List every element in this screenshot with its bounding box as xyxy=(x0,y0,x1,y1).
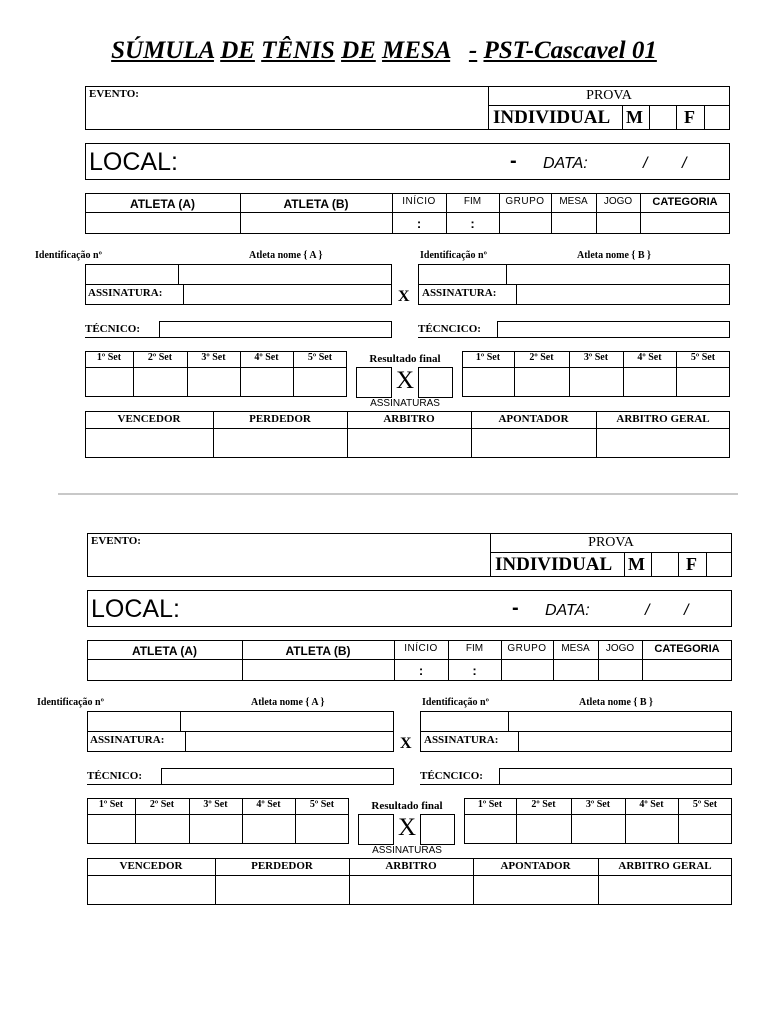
atleta-nome-b-label: Atleta nome { B } xyxy=(579,697,653,708)
grupo-input[interactable] xyxy=(500,213,550,233)
set-a-score-input[interactable] xyxy=(243,815,294,843)
evento-label: EVENTO: xyxy=(89,88,139,100)
set-b-header: 1º Set xyxy=(477,799,503,810)
tecnico-b-input[interactable] xyxy=(497,321,730,338)
set-b-header: 3º Set xyxy=(583,352,609,363)
categoria-header: CATEGORIA xyxy=(654,643,720,655)
result-b-input[interactable] xyxy=(418,367,453,398)
set-a-score-input[interactable] xyxy=(136,815,188,843)
f-checkbox[interactable] xyxy=(705,106,729,129)
athlete-a-id-input[interactable] xyxy=(88,712,179,730)
mesa-header: MESA xyxy=(559,196,588,207)
vencedor-header: VENCEDOR xyxy=(119,860,183,872)
assinaturas-label: ASSINATURAS xyxy=(372,845,442,856)
set-a-score-input[interactable] xyxy=(86,368,132,396)
assinatura-b-label: ASSINATURA: xyxy=(424,734,499,746)
arbitro-header: ARBITRO xyxy=(383,413,435,425)
date-separator: / xyxy=(682,155,687,172)
set-a-header: 5º Set xyxy=(309,799,335,810)
individual-label: INDIVIDUAL xyxy=(495,554,613,575)
title-dash: - xyxy=(468,37,478,64)
evento-field[interactable] xyxy=(85,86,489,130)
atleta-b-input[interactable] xyxy=(243,660,393,680)
fim-input[interactable] xyxy=(449,660,500,680)
identificacao-b-label: Identificação nº xyxy=(420,250,487,261)
identificacao-a-label: Identificação nº xyxy=(37,697,104,708)
grupo-header: GRUPO xyxy=(507,643,547,654)
set-a-header: 3º Set xyxy=(203,799,228,810)
set-b-score-input[interactable] xyxy=(677,368,729,396)
atleta-b-header: ATLETA (B) xyxy=(285,644,351,658)
arbitro-signature-input[interactable] xyxy=(350,876,472,904)
result-a-input[interactable] xyxy=(358,814,394,845)
tecnico-a-input[interactable] xyxy=(161,768,394,785)
versus-x: X xyxy=(400,735,412,752)
arbitro-geral-signature-input[interactable] xyxy=(599,876,731,904)
jogo-input[interactable] xyxy=(597,213,639,233)
set-a-score-input[interactable] xyxy=(88,815,134,843)
arbitro-header: ARBITRO xyxy=(385,860,437,872)
set-b-score-input[interactable] xyxy=(515,368,568,396)
inicio-input[interactable] xyxy=(393,213,445,233)
inicio-time-colon: : xyxy=(416,216,422,231)
athlete-b-id-input[interactable] xyxy=(419,265,505,283)
fim-header: FIM xyxy=(463,196,482,207)
set-a-header: 1º Set xyxy=(98,799,124,810)
data-label: DATA: xyxy=(545,602,590,619)
assinatura-b-label: ASSINATURA: xyxy=(422,287,497,299)
assinatura-a-label: ASSINATURA: xyxy=(90,734,165,746)
mesa-header: MESA xyxy=(561,643,590,654)
set-b-score-input[interactable] xyxy=(570,368,622,396)
inicio-header: INÍCIO xyxy=(404,643,438,654)
form-code: PST-Cascavel 01 xyxy=(483,37,657,64)
atleta-nome-a-label: Atleta nome { A } xyxy=(249,250,323,261)
local-dash: - xyxy=(510,150,517,172)
result-b-input[interactable] xyxy=(420,814,455,845)
grupo-header: GRUPO xyxy=(505,196,545,207)
perdedor-header: PERDEDOR xyxy=(251,860,313,872)
set-b-header: 1º Set xyxy=(475,352,501,363)
tecnico-a-label: TÉCNICO: xyxy=(87,770,143,782)
f-label: F xyxy=(684,107,695,127)
tecnico-b-label: TÉCNCICO: xyxy=(420,770,483,782)
set-b-header: 5º Set xyxy=(690,352,716,363)
atleta-a-input[interactable] xyxy=(88,660,241,680)
set-a-header: 4º Set xyxy=(256,799,281,810)
athlete-b-name-input[interactable] xyxy=(507,265,729,283)
mesa-input[interactable] xyxy=(552,213,595,233)
tecnico-a-input[interactable] xyxy=(159,321,392,338)
set-b-score-input[interactable] xyxy=(517,815,570,843)
inicio-header: INÍCIO xyxy=(402,196,436,207)
tecnico-a-label: TÉCNICO: xyxy=(85,323,141,335)
atleta-b-header: ATLETA (B) xyxy=(283,197,349,211)
title-word: DE xyxy=(220,37,255,64)
categoria-input[interactable] xyxy=(641,213,729,233)
local-dash: - xyxy=(512,597,519,619)
assinatura-a-input[interactable] xyxy=(184,285,391,304)
jogo-header: JOGO xyxy=(605,643,635,654)
local-label: LOCAL: xyxy=(89,148,178,176)
result-x: X xyxy=(395,367,415,394)
athlete-a-name-input[interactable] xyxy=(179,265,391,283)
atleta-a-header: ATLETA (A) xyxy=(131,644,198,658)
identificacao-b-label: Identificação nº xyxy=(422,697,489,708)
title-word: SÚMULA xyxy=(111,37,214,64)
grupo-input[interactable] xyxy=(502,660,552,680)
versus-x: X xyxy=(398,288,410,305)
f-checkbox[interactable] xyxy=(707,553,731,576)
set-a-header: 2º Set xyxy=(149,799,175,810)
set-b-header: 2º Set xyxy=(529,352,554,363)
local-label: LOCAL: xyxy=(91,595,180,623)
evento-label: EVENTO: xyxy=(91,535,141,547)
set-b-header: 4º Set xyxy=(639,799,664,810)
mesa-input[interactable] xyxy=(554,660,597,680)
tecnico-b-input[interactable] xyxy=(499,768,732,785)
assinatura-b-input[interactable] xyxy=(519,732,731,751)
inicio-time-colon: : xyxy=(418,663,424,678)
fim-time-colon: : xyxy=(470,216,475,231)
athlete-b-name-input[interactable] xyxy=(509,712,731,730)
date-separator: / xyxy=(643,155,648,172)
set-a-score-input[interactable] xyxy=(241,368,292,396)
set-a-score-input[interactable] xyxy=(190,815,241,843)
assinaturas-label: ASSINATURAS xyxy=(370,398,440,409)
jogo-input[interactable] xyxy=(599,660,641,680)
tecnico-b-label: TÉCNCICO: xyxy=(418,323,481,335)
set-b-score-input[interactable] xyxy=(572,815,624,843)
set-b-header: 2º Set xyxy=(531,799,556,810)
atleta-b-input[interactable] xyxy=(241,213,391,233)
assinatura-a-input[interactable] xyxy=(186,732,393,751)
arbitro-geral-header: ARBITRO GERAL xyxy=(618,860,712,872)
assinatura-a-label: ASSINATURA: xyxy=(88,287,163,299)
apontador-signature-input[interactable] xyxy=(474,876,597,904)
athlete-a-name-input[interactable] xyxy=(181,712,393,730)
jogo-header: JOGO xyxy=(603,196,633,207)
set-a-score-input[interactable] xyxy=(296,815,348,843)
fim-input[interactable] xyxy=(447,213,498,233)
prova-label: PROVA xyxy=(586,88,632,103)
apontador-header: APONTADOR xyxy=(498,413,569,425)
set-a-score-input[interactable] xyxy=(188,368,239,396)
local-field[interactable] xyxy=(87,590,732,627)
arbitro-geral-header: ARBITRO GERAL xyxy=(616,413,710,425)
apontador-header: APONTADOR xyxy=(500,860,571,872)
score-sheet-top xyxy=(0,0,768,470)
data-label: DATA: xyxy=(543,155,588,172)
athlete-b-id-input[interactable] xyxy=(421,712,507,730)
result-a-input[interactable] xyxy=(356,367,392,398)
identificacao-a-label: Identificação nº xyxy=(35,250,102,261)
resultado-final-label: Resultado final xyxy=(371,800,443,812)
set-b-score-input[interactable] xyxy=(463,368,513,396)
inicio-input[interactable] xyxy=(395,660,447,680)
set-b-score-input[interactable] xyxy=(679,815,731,843)
assinatura-b-input[interactable] xyxy=(517,285,729,304)
categoria-header: CATEGORIA xyxy=(652,196,718,208)
set-a-header: 3º Set xyxy=(201,352,226,363)
score-sheet-bottom xyxy=(2,447,768,917)
f-label: F xyxy=(686,554,697,574)
prova-label: PROVA xyxy=(588,535,634,550)
resultado-final-label: Resultado final xyxy=(369,353,441,365)
set-a-score-input[interactable] xyxy=(294,368,346,396)
vencedor-header: VENCEDOR xyxy=(117,413,181,425)
set-a-header: 5º Set xyxy=(307,352,333,363)
set-b-score-input[interactable] xyxy=(624,368,675,396)
title-word: TÊNIS xyxy=(261,37,335,64)
set-a-header: 4º Set xyxy=(254,352,279,363)
set-b-header: 4º Set xyxy=(637,352,662,363)
set-a-header: 1º Set xyxy=(96,352,122,363)
set-b-score-input[interactable] xyxy=(465,815,515,843)
set-b-header: 5º Set xyxy=(692,799,718,810)
m-label: M xyxy=(628,554,645,574)
athlete-a-id-input[interactable] xyxy=(86,265,177,283)
set-b-score-input[interactable] xyxy=(626,815,677,843)
individual-label: INDIVIDUAL xyxy=(493,107,611,128)
atleta-nome-a-label: Atleta nome { A } xyxy=(251,697,325,708)
score-sheet-form xyxy=(2,447,768,872)
vencedor-signature-input[interactable] xyxy=(88,876,214,904)
fim-time-colon: : xyxy=(472,663,477,678)
set-a-header: 2º Set xyxy=(147,352,173,363)
local-field[interactable] xyxy=(85,143,730,180)
m-checkbox[interactable] xyxy=(650,106,675,129)
date-separator: / xyxy=(645,602,650,619)
m-label: M xyxy=(626,107,643,127)
fim-header: FIM xyxy=(465,643,484,654)
atleta-nome-b-label: Atleta nome { B } xyxy=(577,250,651,261)
title-word: MESA xyxy=(382,37,451,64)
atleta-a-header: ATLETA (A) xyxy=(129,197,196,211)
date-separator: / xyxy=(684,602,689,619)
title-word: DE xyxy=(341,37,376,64)
perdedor-signature-input[interactable] xyxy=(216,876,348,904)
categoria-input[interactable] xyxy=(643,660,731,680)
m-checkbox[interactable] xyxy=(652,553,677,576)
set-a-score-input[interactable] xyxy=(134,368,186,396)
set-b-header: 3º Set xyxy=(585,799,611,810)
result-x: X xyxy=(397,814,417,841)
score-sheet-form xyxy=(0,0,768,425)
evento-field[interactable] xyxy=(87,533,491,577)
atleta-a-input[interactable] xyxy=(86,213,239,233)
perdedor-header: PERDEDOR xyxy=(249,413,311,425)
